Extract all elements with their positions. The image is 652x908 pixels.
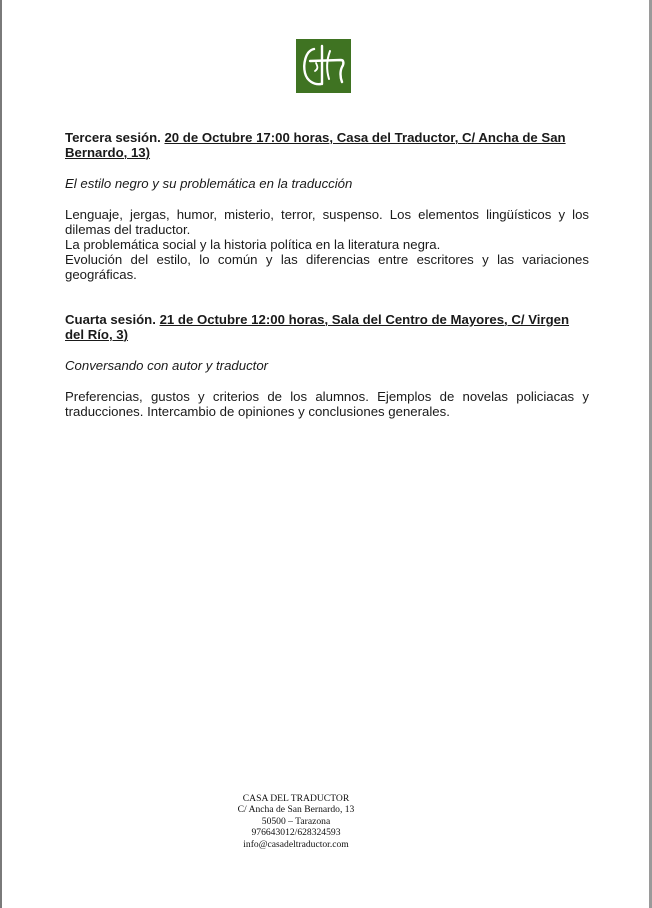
footer-city: 50500 – Tarazona	[261, 815, 331, 827]
casa-del-traductor-logo-icon	[296, 39, 351, 93]
session-label: Cuarta sesión.	[65, 312, 156, 327]
session-heading	[65, 130, 589, 160]
footer-contact	[226, 793, 366, 850]
session-subtitle: Conversando con autor y traductor	[65, 358, 269, 373]
footer-phone: 976643012/628324593	[251, 827, 341, 839]
session-heading	[65, 312, 589, 342]
session-subtitle: El estilo negro y su problemática en la traducción	[65, 176, 353, 191]
session-paragraph: La problemática social y la historia política en la literatura negra.	[65, 237, 441, 252]
session-details: 21 de Octubre 12:00 horas, Sala del Centro de Mayores, C/ Virgen del Río, 3)	[65, 312, 570, 342]
session-paragraph: Evolución del estilo, lo común y las diferencias entre escritores y las variaciones geográficas.	[65, 252, 589, 282]
footer-name: CASA DEL TRADUCTOR	[242, 793, 350, 804]
footer-address: C/ Ancha de San Bernardo, 13	[237, 804, 355, 816]
document-body	[65, 130, 589, 419]
session-details: 20 de Octubre 17:00 horas, Casa del Traductor, C/ Ancha de San Bernardo, 13)	[65, 130, 566, 160]
session-label: Tercera sesión.	[65, 130, 161, 145]
footer-email[interactable]: info@casadeltraductor.com	[243, 838, 349, 850]
session-paragraph: Lenguaje, jergas, humor, misterio, terror, suspenso. Los elementos lingüísticos y los dilemas del traductor.	[65, 207, 589, 237]
page-left-edge	[0, 0, 2, 908]
session-paragraph: Preferencias, gustos y criterios de los alumnos. Ejemplos de novelas policiacas y traducciones. Intercambio de opiniones y conclusiones generales.	[65, 389, 589, 419]
